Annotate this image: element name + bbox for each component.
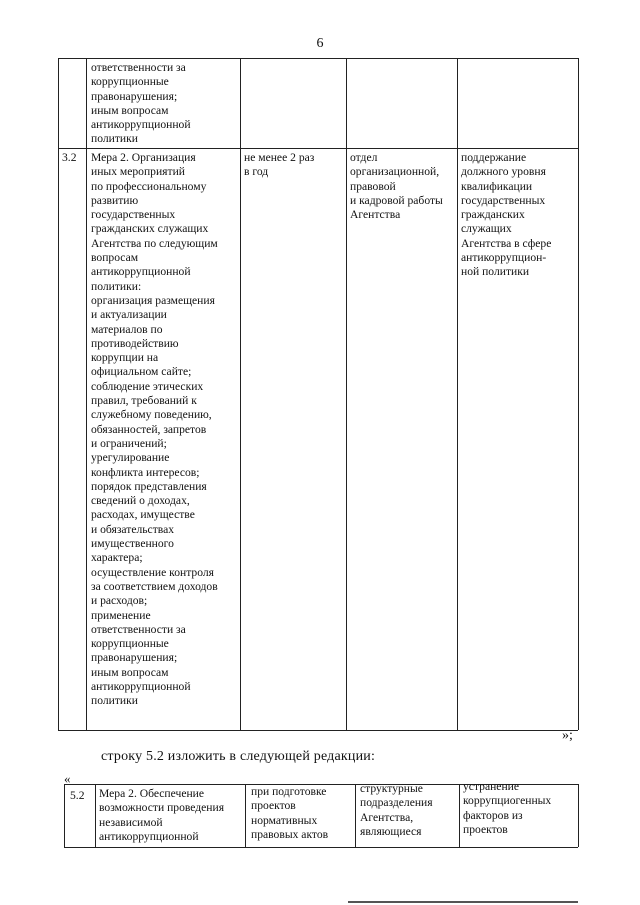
table-2-col-line [459,784,460,847]
table-2-col-line [64,784,65,847]
instruction-text: строку 5.2 изложить в следующей редакции: [101,749,376,764]
scan-edge-line [348,901,578,903]
table-2-col-line [578,784,579,847]
table-1-col-line [457,58,458,730]
table-2-col-line [355,784,356,847]
open-quote: « [64,771,71,786]
table-1-col-line [58,58,59,730]
table-1-col-line [578,58,579,730]
table-1-row-executor: отдел организационной, правовой и кадровой работы Агентства [350,151,443,222]
table-2-row-term: при подготовке проектов нормативных правовых актов [251,785,329,841]
table-2-row-number: 5.2 [70,789,85,802]
table-1-row-measure: Мера 2. Организация иных мероприятий по профессиональному развитию государственных гражданских служащих Агентства по следующим вопросам антикоррупционной политики: организация размещения и актуализации материалов по противодействию коррупции на официальном сайте; соблюдение этических правил, требований к служебному поведению, обязанностей, запретов и ограничений; урегулирование конфликта интересов; порядок представления сведений о доходах, расходах, имуществе и обязательствах имущественного характера; осуществление контроля за соответствием доходов и расходов; применение ответственности за коррупционные правонарушения; иным вопросам антикоррупционной политики [91,151,218,708]
table-2-bottom-border [64,847,578,848]
table-1-row-number: 3.2 [62,151,77,164]
table-1-row-term: не менее 2 раз в год [244,151,315,179]
end-quote: »; [562,728,573,743]
table-2-row-result: устранение коррупциогенных факторов из проектов [463,780,552,836]
table-2-row-executor: структурные подразделения Агентства, являющиеся [360,782,433,838]
table-1-row-result: поддержание должного уровня квалификации государственных гражданских служащих Агентства в сфере антикоррупцион- ной политики [461,151,552,279]
table-2-col-line [245,784,246,847]
table-1-col-line [346,58,347,730]
table-2-col-line [95,784,96,847]
table-1-row-divider [58,148,578,149]
table-1-bottom-border [58,730,578,731]
page-number: 6 [316,36,324,51]
table-1-top-border [58,58,578,59]
table-1-col-line [240,58,241,730]
table-1-col-line [86,58,87,730]
table-1-cont-measure: ответственности за коррупционные правонарушения; иным вопросам антикоррупционной политики [91,61,191,146]
table-2-row-measure: Мера 2. Обеспечение возможности проведения независимой антикоррупционной [99,787,225,843]
